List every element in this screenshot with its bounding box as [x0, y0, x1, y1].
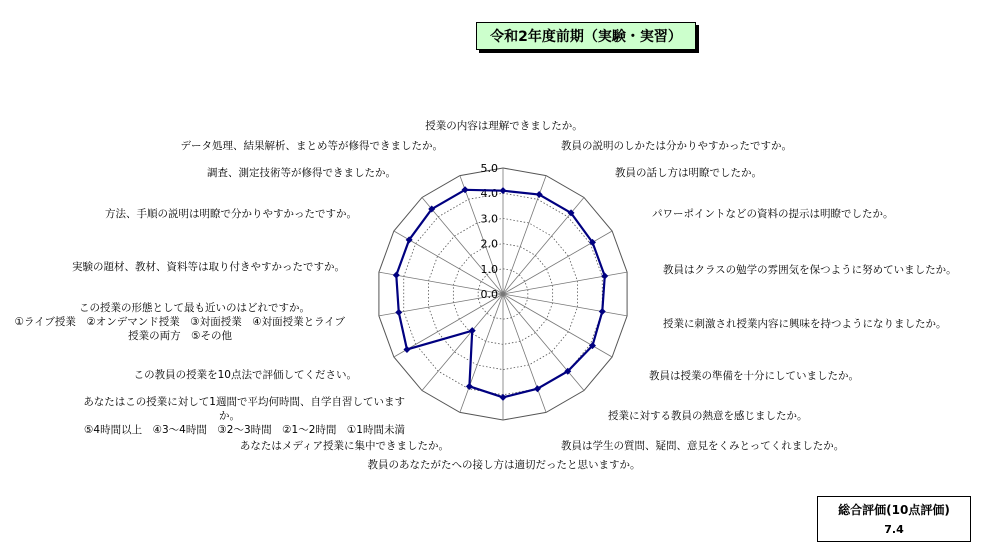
axis-label: 教員は学生の質問、疑問、意見をくみとってくれましたか。 — [561, 440, 845, 452]
axis-label: 実験の題材、教材、資料等は取り付きやすかったですか。 — [72, 261, 345, 273]
tick-label: 1.0 — [480, 262, 498, 276]
axis-label: 方法、手順の説明は明瞭で分かりやすかったですか。 — [105, 208, 357, 220]
summary-box — [817, 496, 971, 542]
data-point — [599, 308, 606, 315]
tick-label: 3.0 — [480, 212, 498, 226]
summary-value: 7.4 — [884, 523, 904, 536]
axis-label: この教員の授業を10点法で評価してください。 — [133, 369, 357, 381]
data-point — [500, 394, 507, 401]
axis-label: 教員は授業の準備を十分にしていましたか。 — [649, 370, 859, 382]
axis-label: 教員の話し方は明瞭でしたか。 — [615, 167, 762, 179]
tick-label: 0.0 — [480, 288, 498, 301]
axis-label: あなたはこの授業に対して1週間で平均何時間、自学自習していますか。 ⑤4時間以上 ④3～4時間 ③2～3時間 ②1～2時間 ①1時間未満 — [83, 396, 405, 436]
data-point — [500, 187, 507, 194]
axis-label: 教員の説明のしかたは分かりやすかったですか。 — [561, 140, 792, 152]
chart-title: 令和2年度前期（実験・実習） — [476, 22, 696, 50]
axis-label: この授業の形態として最も近いのはどれですか。 ①ライブ授業 ②オンデマンド授業 ③対面授業 ④対面授業とライブ授業の両方 ⑤その他 — [14, 302, 345, 342]
axis-label: 授業の内容は理解できましたか。 — [425, 120, 583, 132]
axis-label: 授業に対する教員の熱意を感じましたか。 — [608, 410, 808, 422]
axis-label: データ処理、結果解析、まとめ等が修得できましたか。 — [180, 140, 443, 152]
data-point — [403, 346, 410, 353]
axis-label: 教員はクラスの勉学の雰囲気を保つように努めていましたか。 — [663, 264, 957, 276]
tick-label: 4.0 — [480, 187, 498, 201]
tick-label: 2.0 — [480, 237, 498, 251]
data-point — [395, 309, 402, 316]
axis-label: 教員のあなたがたへの接し方は適切だったと思いますか。 — [367, 459, 641, 471]
data-point — [601, 273, 608, 280]
summary-label: 総合評価(10点評価) — [838, 503, 950, 517]
axis-label: 調査、測定技術等が修得できましたか。 — [207, 167, 396, 179]
data-point — [466, 383, 473, 390]
axis-label: パワーポイントなどの資料の提示は明瞭でしたか。 — [652, 208, 894, 220]
tick-label: 5.0 — [480, 162, 498, 175]
axis-spoke — [503, 294, 584, 391]
data-point — [393, 272, 400, 279]
axis-label: あなたはメディア授業に集中できましたか。 — [239, 440, 449, 452]
axis-label: 授業に刺激され授業内容に興味を持つようになりましたか。 — [663, 318, 947, 330]
